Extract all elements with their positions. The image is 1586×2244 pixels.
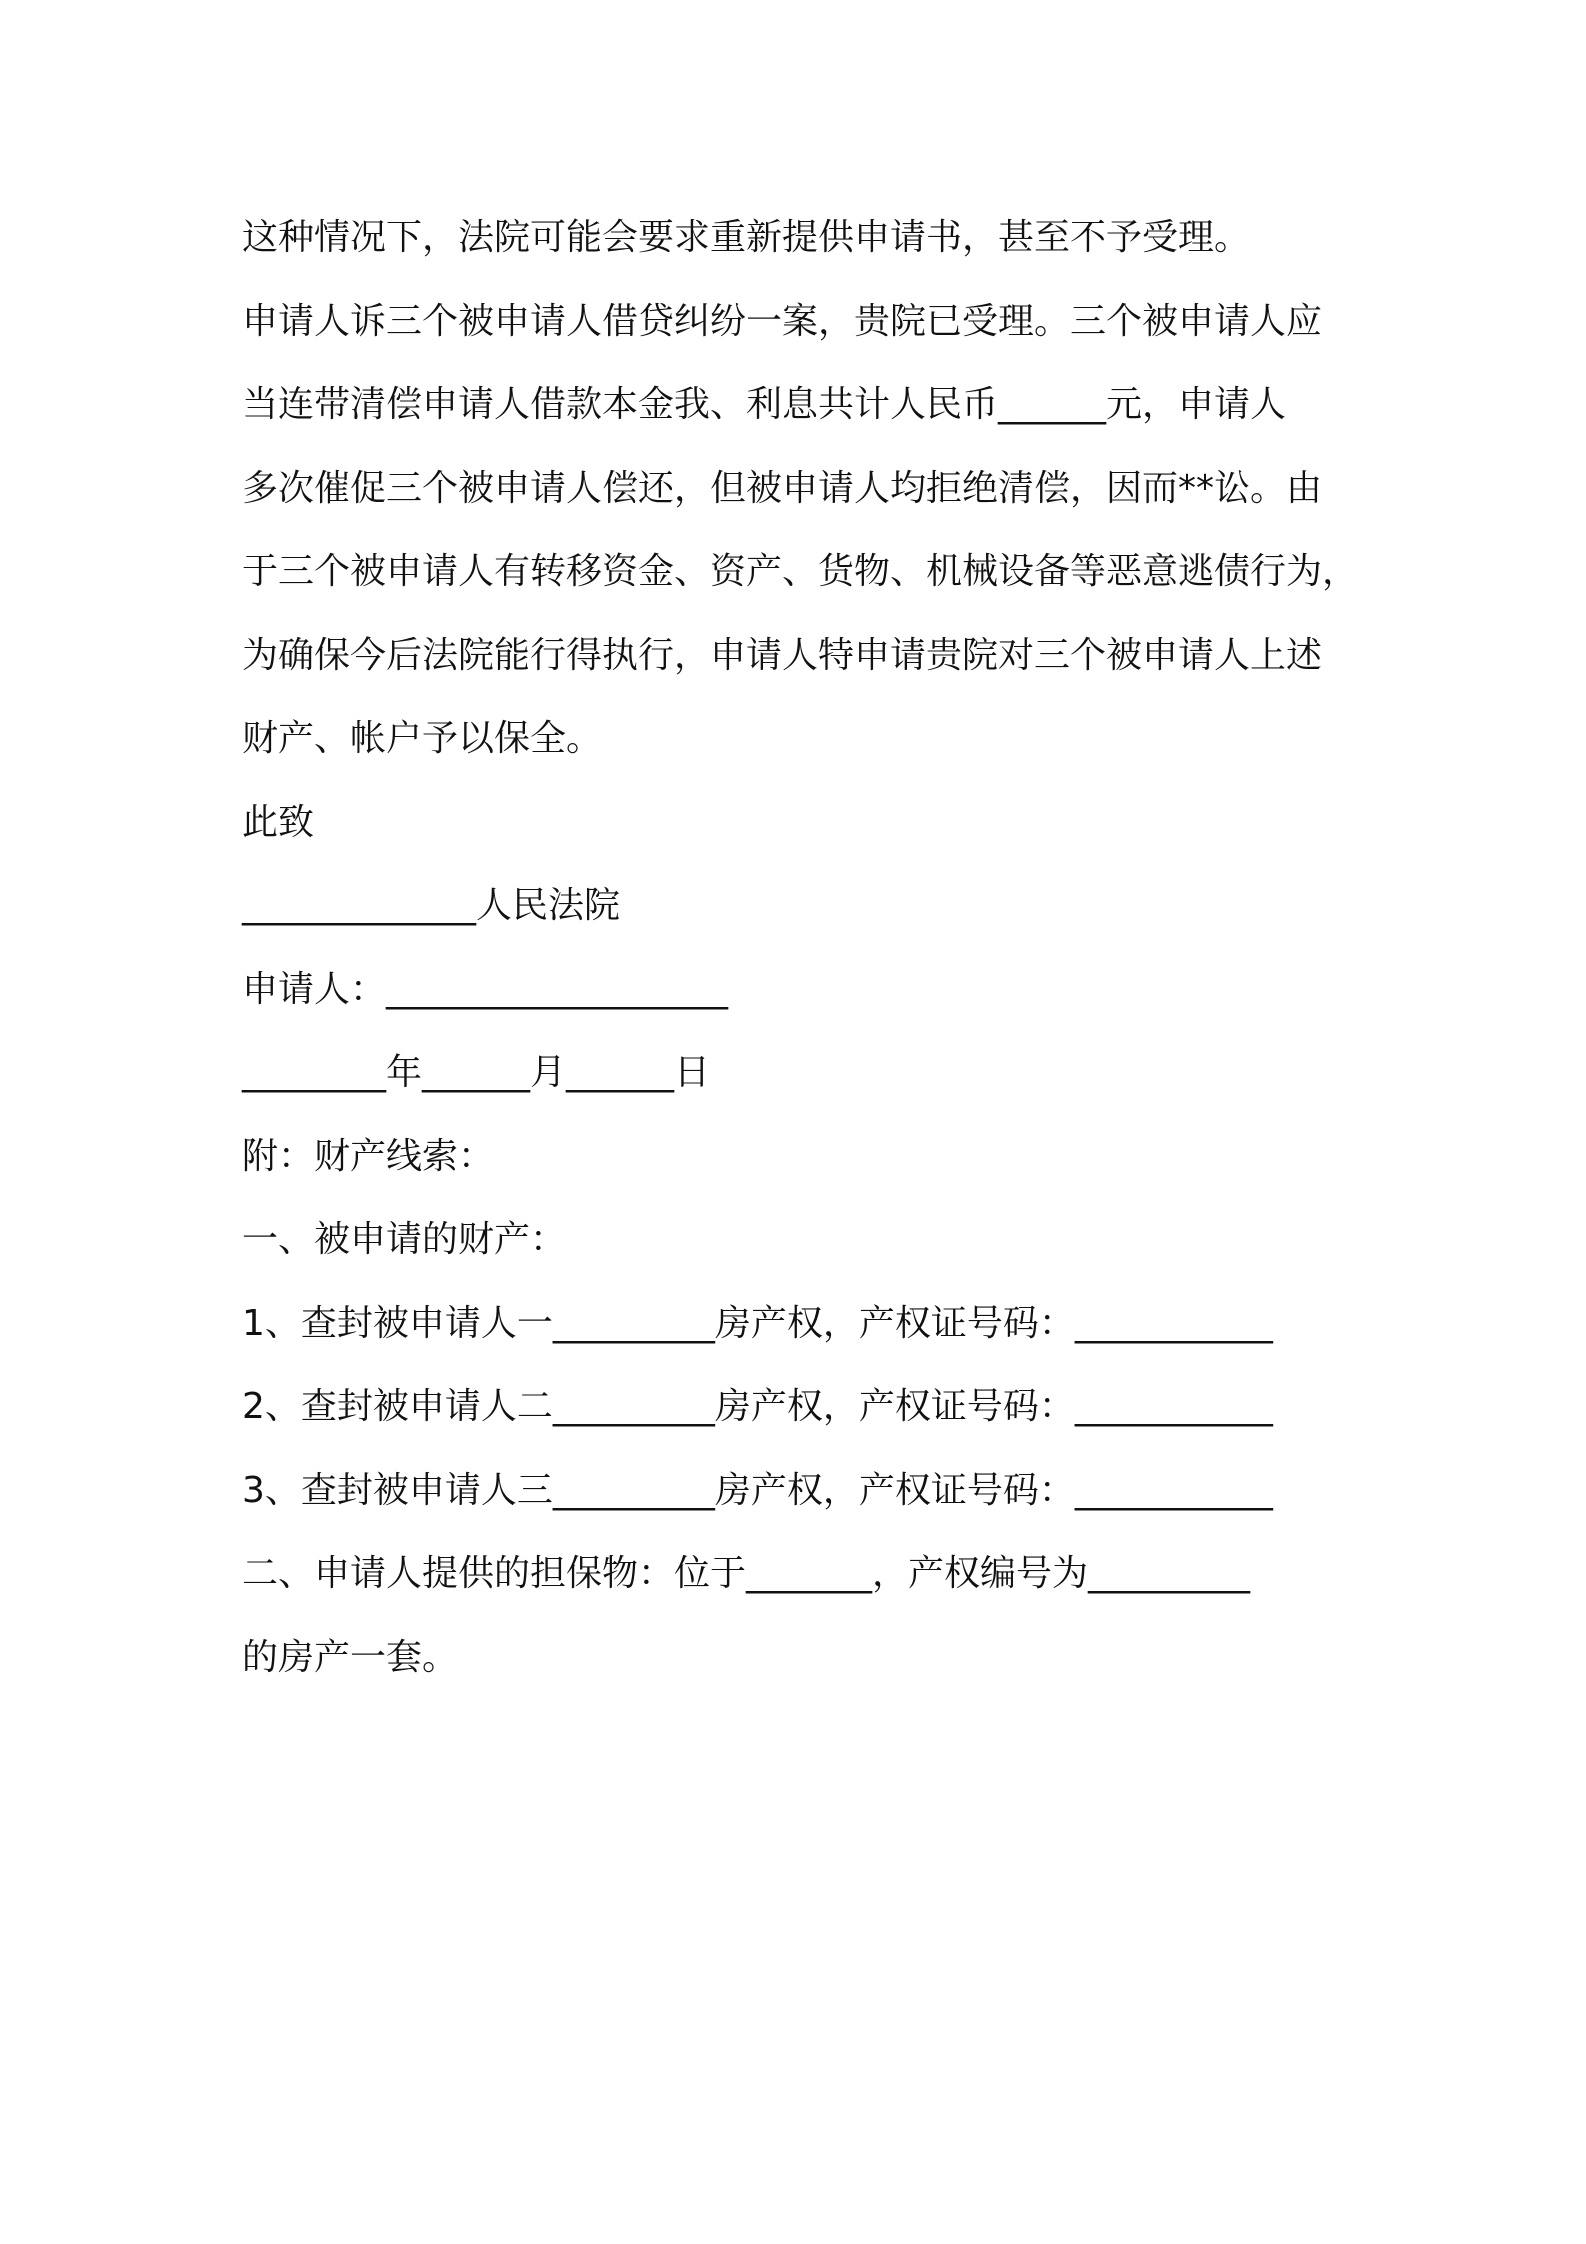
date-line: ________年______月______日 <box>242 1052 710 1093</box>
guarantee-line: 的房产一套。 <box>242 1636 459 1678</box>
body-paragraph-line: 财产、帐户予以保全。 <box>242 718 603 759</box>
property-list <box>242 1282 1362 1533</box>
guarantee-line: 二、申请人提供的担保物：位于_______，产权编号为_________ <box>242 1553 1251 1594</box>
court-line: _____________人民法院 <box>242 885 621 926</box>
body-paragraph-line: 于三个被申请人有转移资金、资产、货物、机械设备等恶意逃债行为， <box>242 551 1359 592</box>
document-text <box>242 196 1362 1699</box>
guarantee-paragraph <box>242 1532 1362 1699</box>
property-item: 3、查封被申请人三_________房产权，产权证号码：___________ <box>242 1469 1273 1511</box>
body-paragraph-line: 申请人诉三个被申请人借贷纠纷一案，贵院已受理。三个被申请人应 <box>242 300 1323 342</box>
property-heading: 一、被申请的财产： <box>242 1219 567 1260</box>
body-paragraph-line: 为确保今后法院能行得执行，申请人特申请贵院对三个被申请人上述 <box>242 634 1323 676</box>
attachment-heading: 附：财产线索： <box>242 1135 495 1177</box>
property-item: 2、查封被申请人二_________房产权，产权证号码：___________ <box>242 1386 1273 1427</box>
property-item: 1、查封被申请人一_________房产权，产权证号码：___________ <box>242 1302 1273 1344</box>
applicant-line: 申请人：___________________ <box>242 968 729 1010</box>
body-paragraph-line: 当连带清偿申请人借款本金我、利息共计人民币______元，申请人 <box>242 384 1287 425</box>
closing-salutation: 此致 <box>242 801 315 843</box>
body-paragraph <box>242 280 1362 781</box>
intro-line: 这种情况下，法院可能会要求重新提供申请书，甚至不予受理。 <box>242 217 1251 258</box>
body-paragraph-line: 多次催促三个被申请人偿还，但被申请人均拒绝清偿，因而**讼。由 <box>242 467 1323 509</box>
